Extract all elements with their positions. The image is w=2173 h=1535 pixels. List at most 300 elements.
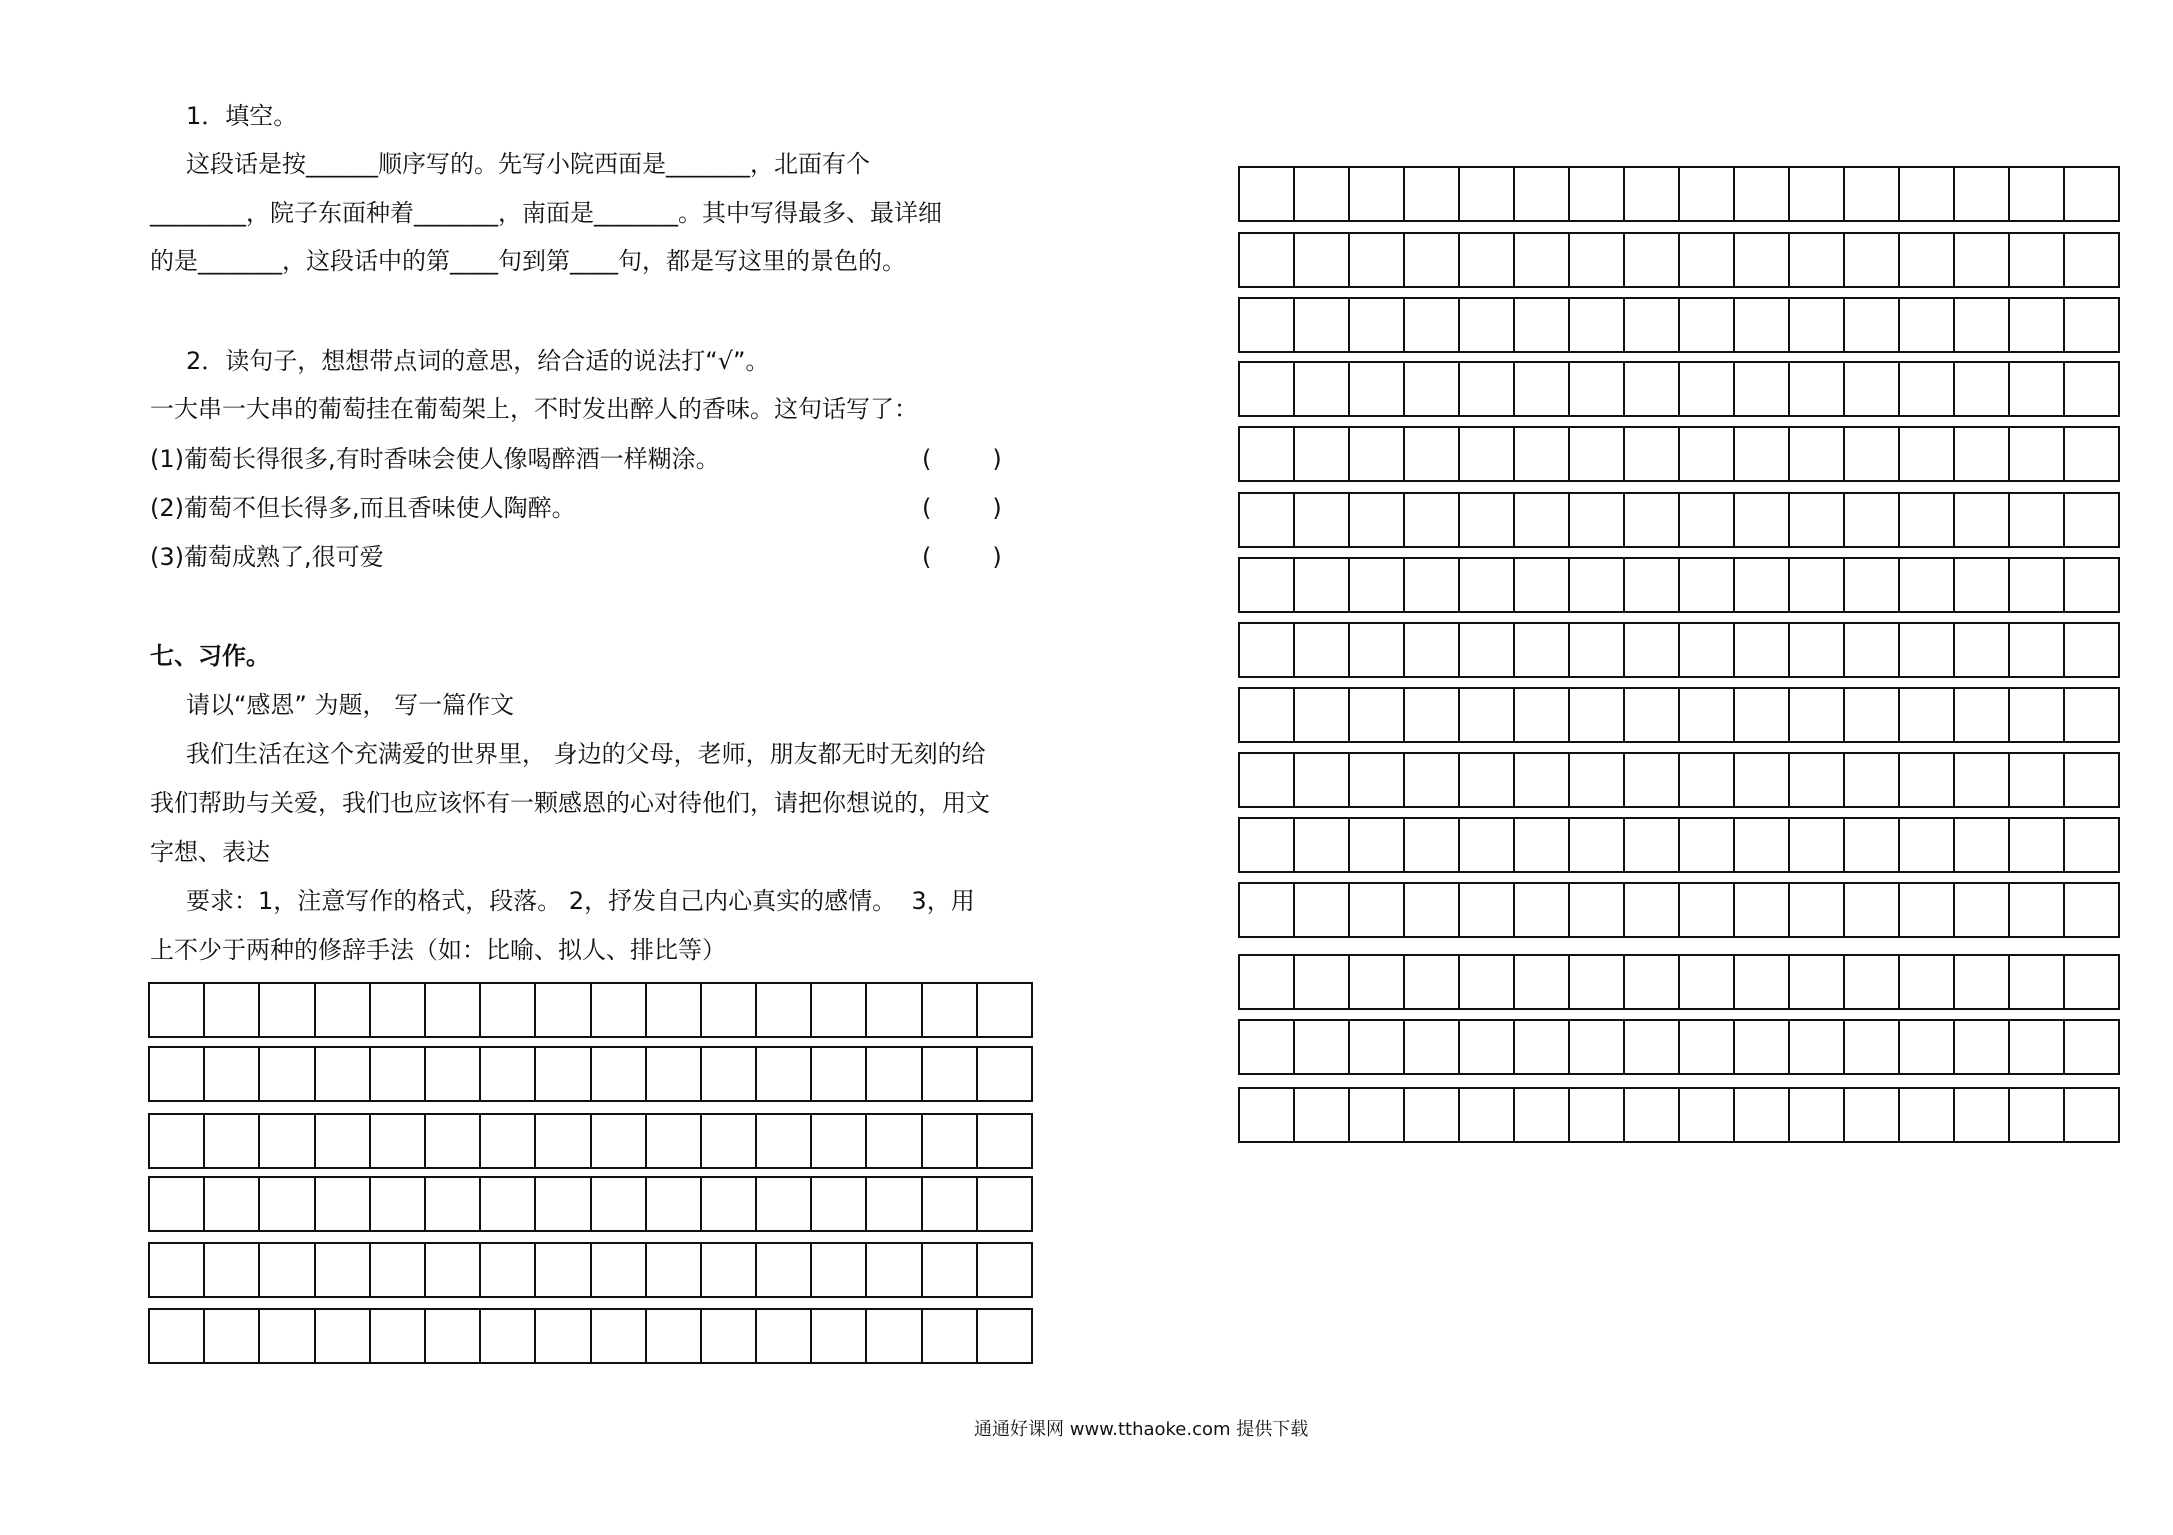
writing-grid-cell[interactable] [702, 1115, 757, 1167]
writing-grid-cell[interactable] [1350, 754, 1405, 806]
writing-grid-cell[interactable] [923, 1178, 978, 1230]
writing-grid-cell[interactable] [2010, 819, 2065, 871]
writing-grid-cell[interactable] [1405, 819, 1460, 871]
writing-grid-cell[interactable] [1735, 1021, 1790, 1073]
writing-grid-cell[interactable] [1295, 494, 1350, 546]
writing-grid-cell[interactable] [1680, 754, 1735, 806]
writing-grid-row[interactable] [1238, 1087, 2120, 1143]
writing-grid-cell[interactable] [1460, 168, 1515, 220]
writing-grid-cell[interactable] [757, 1244, 812, 1296]
writing-grid-cell[interactable] [1735, 494, 1790, 546]
writing-grid-cell[interactable] [1350, 363, 1405, 415]
writing-grid-cell[interactable] [1735, 428, 1790, 480]
writing-grid-cell[interactable] [1515, 956, 1570, 1008]
writing-grid-cell[interactable] [1625, 363, 1680, 415]
writing-grid-cell[interactable] [1570, 689, 1625, 741]
writing-grid-cell[interactable] [1790, 428, 1845, 480]
writing-grid-cell[interactable] [1350, 819, 1405, 871]
writing-grid-cell[interactable] [1295, 884, 1350, 936]
writing-grid-cell[interactable] [1845, 494, 1900, 546]
q2-option-1-answer-box[interactable]: ( ) [922, 445, 1002, 473]
writing-grid-cell[interactable] [757, 1048, 812, 1100]
writing-grid-cell[interactable] [2065, 234, 2118, 286]
writing-grid-cell[interactable] [1240, 494, 1295, 546]
writing-grid-cell[interactable] [1735, 884, 1790, 936]
writing-grid-cell[interactable] [812, 984, 867, 1036]
writing-grid-cell[interactable] [1460, 234, 1515, 286]
writing-grid-cell[interactable] [1460, 299, 1515, 351]
writing-grid-cell[interactable] [1515, 1089, 1570, 1141]
writing-grid-cell[interactable] [1240, 754, 1295, 806]
writing-grid-cell[interactable] [316, 1310, 371, 1362]
writing-grid-cell[interactable] [1900, 168, 1955, 220]
writing-grid-cell[interactable] [205, 1244, 260, 1296]
writing-grid-cell[interactable] [316, 1178, 371, 1230]
writing-grid-cell[interactable] [1515, 559, 1570, 611]
writing-grid-cell[interactable] [1460, 754, 1515, 806]
writing-grid-cell[interactable] [1570, 494, 1625, 546]
writing-grid-cell[interactable] [1680, 234, 1735, 286]
writing-grid-cell[interactable] [1350, 428, 1405, 480]
writing-grid-cell[interactable] [1240, 428, 1295, 480]
writing-grid-cell[interactable] [426, 1244, 481, 1296]
writing-grid-cell[interactable] [1845, 363, 1900, 415]
writing-grid-row[interactable] [148, 1176, 1033, 1232]
writing-grid-cell[interactable] [1405, 168, 1460, 220]
writing-grid-cell[interactable] [1460, 689, 1515, 741]
writing-grid-cell[interactable] [150, 1178, 205, 1230]
writing-grid-cell[interactable] [1460, 819, 1515, 871]
writing-grid-cell[interactable] [260, 1178, 315, 1230]
writing-grid-cell[interactable] [2010, 494, 2065, 546]
writing-grid-row[interactable] [148, 1242, 1033, 1298]
writing-grid-cell[interactable] [371, 1115, 426, 1167]
writing-grid-cell[interactable] [1790, 559, 1845, 611]
writing-grid-cell[interactable] [1790, 168, 1845, 220]
writing-grid-cell[interactable] [1845, 1089, 1900, 1141]
writing-grid-cell[interactable] [1515, 168, 1570, 220]
writing-grid-row[interactable] [148, 1308, 1033, 1364]
writing-grid-cell[interactable] [1295, 168, 1350, 220]
writing-grid-cell[interactable] [1350, 1089, 1405, 1141]
writing-grid-cell[interactable] [647, 1244, 702, 1296]
writing-grid-cell[interactable] [1790, 1089, 1845, 1141]
writing-grid-cell[interactable] [316, 984, 371, 1036]
writing-grid-cell[interactable] [647, 1048, 702, 1100]
writing-grid-cell[interactable] [536, 1115, 591, 1167]
writing-grid-cell[interactable] [1845, 559, 1900, 611]
writing-grid-cell[interactable] [978, 984, 1031, 1036]
writing-grid-cell[interactable] [1735, 624, 1790, 676]
writing-grid-row[interactable] [1238, 426, 2120, 482]
writing-grid-cell[interactable] [1405, 559, 1460, 611]
writing-grid-cell[interactable] [978, 1310, 1031, 1362]
writing-grid-cell[interactable] [1735, 956, 1790, 1008]
writing-grid-cell[interactable] [1955, 363, 2010, 415]
writing-grid-cell[interactable] [205, 1048, 260, 1100]
writing-grid-cell[interactable] [1295, 428, 1350, 480]
writing-grid-cell[interactable] [205, 984, 260, 1036]
writing-grid-cell[interactable] [923, 1244, 978, 1296]
writing-grid-row[interactable] [1238, 492, 2120, 548]
writing-grid-cell[interactable] [1625, 168, 1680, 220]
writing-grid-cell[interactable] [1955, 819, 2010, 871]
writing-grid-cell[interactable] [1900, 754, 1955, 806]
writing-grid-cell[interactable] [702, 984, 757, 1036]
writing-grid-cell[interactable] [1240, 884, 1295, 936]
writing-grid-cell[interactable] [1845, 819, 1900, 871]
writing-grid-cell[interactable] [1845, 428, 1900, 480]
writing-grid-cell[interactable] [1955, 234, 2010, 286]
writing-grid-cell[interactable] [1350, 884, 1405, 936]
writing-grid-cell[interactable] [536, 1178, 591, 1230]
writing-grid-cell[interactable] [1955, 1021, 2010, 1073]
writing-grid-cell[interactable] [1460, 1021, 1515, 1073]
writing-grid-cell[interactable] [1680, 689, 1735, 741]
writing-grid-cell[interactable] [1350, 624, 1405, 676]
writing-grid-cell[interactable] [2065, 494, 2118, 546]
q2-option-3-answer-box[interactable]: ( ) [922, 543, 1002, 571]
writing-grid-cell[interactable] [1570, 299, 1625, 351]
writing-grid-cell[interactable] [1240, 234, 1295, 286]
writing-grid-cell[interactable] [1295, 299, 1350, 351]
writing-grid-cell[interactable] [1900, 1021, 1955, 1073]
writing-grid-cell[interactable] [1790, 884, 1845, 936]
writing-grid-cell[interactable] [1680, 559, 1735, 611]
writing-grid-cell[interactable] [1900, 363, 1955, 415]
writing-grid-cell[interactable] [1405, 428, 1460, 480]
writing-grid-row[interactable] [1238, 622, 2120, 678]
writing-grid-cell[interactable] [592, 1244, 647, 1296]
writing-grid-cell[interactable] [592, 1115, 647, 1167]
writing-grid-cell[interactable] [536, 1310, 591, 1362]
writing-grid-row[interactable] [1238, 361, 2120, 417]
writing-grid-cell[interactable] [867, 1178, 922, 1230]
writing-grid-cell[interactable] [1350, 559, 1405, 611]
writing-grid-cell[interactable] [1900, 956, 1955, 1008]
writing-grid-cell[interactable] [2065, 363, 2118, 415]
writing-grid-cell[interactable] [260, 1244, 315, 1296]
writing-grid-row[interactable] [1238, 817, 2120, 873]
writing-grid-cell[interactable] [1900, 819, 1955, 871]
writing-grid-cell[interactable] [1460, 624, 1515, 676]
writing-grid-cell[interactable] [1845, 754, 1900, 806]
writing-grid-cell[interactable] [2065, 559, 2118, 611]
writing-grid-cell[interactable] [1240, 299, 1295, 351]
writing-grid-cell[interactable] [1735, 819, 1790, 871]
writing-grid-cell[interactable] [1845, 234, 1900, 286]
writing-grid-cell[interactable] [1295, 559, 1350, 611]
writing-grid-cell[interactable] [1240, 956, 1295, 1008]
writing-grid-cell[interactable] [1955, 428, 2010, 480]
writing-grid-cell[interactable] [1460, 494, 1515, 546]
writing-grid-cell[interactable] [150, 1115, 205, 1167]
writing-grid-cell[interactable] [1295, 234, 1350, 286]
writing-grid-cell[interactable] [1680, 1089, 1735, 1141]
writing-grid-cell[interactable] [1570, 1089, 1625, 1141]
writing-grid-cell[interactable] [1460, 956, 1515, 1008]
writing-grid-cell[interactable] [1955, 689, 2010, 741]
writing-grid-cell[interactable] [647, 984, 702, 1036]
writing-grid-cell[interactable] [1625, 624, 1680, 676]
writing-grid-cell[interactable] [1955, 624, 2010, 676]
writing-grid-cell[interactable] [1735, 754, 1790, 806]
writing-grid-cell[interactable] [1625, 299, 1680, 351]
writing-grid-cell[interactable] [1955, 559, 2010, 611]
writing-grid-cell[interactable] [2065, 819, 2118, 871]
writing-grid-cell[interactable] [923, 984, 978, 1036]
writing-grid-cell[interactable] [702, 1244, 757, 1296]
writing-grid-cell[interactable] [923, 1310, 978, 1362]
writing-grid-cell[interactable] [1295, 624, 1350, 676]
writing-grid-cell[interactable] [1845, 624, 1900, 676]
writing-grid-cell[interactable] [1900, 428, 1955, 480]
writing-grid-row[interactable] [1238, 1019, 2120, 1075]
writing-grid-cell[interactable] [1955, 754, 2010, 806]
writing-grid-row[interactable] [1238, 882, 2120, 938]
writing-grid-cell[interactable] [812, 1115, 867, 1167]
writing-grid-cell[interactable] [1350, 299, 1405, 351]
writing-grid-cell[interactable] [1460, 884, 1515, 936]
writing-grid-cell[interactable] [1735, 168, 1790, 220]
writing-grid-cell[interactable] [867, 1115, 922, 1167]
writing-grid-cell[interactable] [371, 1244, 426, 1296]
writing-grid-cell[interactable] [592, 984, 647, 1036]
writing-grid-cell[interactable] [812, 1048, 867, 1100]
writing-grid-cell[interactable] [647, 1178, 702, 1230]
writing-grid-cell[interactable] [1295, 819, 1350, 871]
writing-grid-cell[interactable] [1680, 363, 1735, 415]
writing-grid-cell[interactable] [1900, 559, 1955, 611]
writing-grid-cell[interactable] [260, 984, 315, 1036]
writing-grid-cell[interactable] [1845, 689, 1900, 741]
writing-grid-cell[interactable] [1405, 1021, 1460, 1073]
writing-grid-cell[interactable] [536, 1244, 591, 1296]
writing-grid-cell[interactable] [1680, 168, 1735, 220]
writing-grid-cell[interactable] [1625, 884, 1680, 936]
writing-grid-cell[interactable] [1460, 363, 1515, 415]
writing-grid-row[interactable] [148, 1046, 1033, 1102]
writing-grid-cell[interactable] [2010, 428, 2065, 480]
writing-grid-cell[interactable] [1790, 234, 1845, 286]
writing-grid-cell[interactable] [1405, 299, 1460, 351]
writing-grid-cell[interactable] [481, 1178, 536, 1230]
writing-grid-cell[interactable] [371, 1048, 426, 1100]
writing-grid-cell[interactable] [1515, 1021, 1570, 1073]
writing-grid-cell[interactable] [867, 1310, 922, 1362]
q2-option-2-answer-box[interactable]: ( ) [922, 494, 1002, 522]
writing-grid-cell[interactable] [481, 1310, 536, 1362]
writing-grid-cell[interactable] [1515, 234, 1570, 286]
writing-grid-cell[interactable] [867, 984, 922, 1036]
writing-grid-cell[interactable] [536, 1048, 591, 1100]
writing-grid-cell[interactable] [2065, 884, 2118, 936]
writing-grid-cell[interactable] [1955, 1089, 2010, 1141]
writing-grid-cell[interactable] [481, 1115, 536, 1167]
writing-grid-cell[interactable] [426, 1048, 481, 1100]
writing-grid-cell[interactable] [1515, 363, 1570, 415]
writing-grid-cell[interactable] [2065, 754, 2118, 806]
writing-grid-cell[interactable] [426, 1115, 481, 1167]
writing-grid-cell[interactable] [1680, 819, 1735, 871]
writing-grid-cell[interactable] [1845, 956, 1900, 1008]
writing-grid-cell[interactable] [978, 1178, 1031, 1230]
writing-grid-cell[interactable] [1515, 428, 1570, 480]
writing-grid-cell[interactable] [1295, 754, 1350, 806]
writing-grid-cell[interactable] [1240, 689, 1295, 741]
writing-grid-cell[interactable] [371, 984, 426, 1036]
writing-grid-cell[interactable] [1350, 494, 1405, 546]
writing-grid-cell[interactable] [1900, 494, 1955, 546]
writing-grid-cell[interactable] [2065, 1089, 2118, 1141]
writing-grid-cell[interactable] [1240, 363, 1295, 415]
writing-grid-cell[interactable] [2010, 1089, 2065, 1141]
writing-grid-cell[interactable] [205, 1115, 260, 1167]
writing-grid-row[interactable] [1238, 954, 2120, 1010]
writing-grid-cell[interactable] [1900, 624, 1955, 676]
writing-grid-cell[interactable] [1790, 819, 1845, 871]
writing-grid-cell[interactable] [2010, 363, 2065, 415]
writing-grid-cell[interactable] [1735, 299, 1790, 351]
writing-grid-cell[interactable] [1680, 299, 1735, 351]
writing-grid-cell[interactable] [812, 1178, 867, 1230]
writing-grid-cell[interactable] [260, 1310, 315, 1362]
writing-grid-cell[interactable] [1460, 428, 1515, 480]
writing-grid-cell[interactable] [1735, 234, 1790, 286]
writing-grid-cell[interactable] [1295, 956, 1350, 1008]
writing-grid-cell[interactable] [1625, 494, 1680, 546]
writing-grid-cell[interactable] [1625, 819, 1680, 871]
writing-grid-cell[interactable] [1405, 494, 1460, 546]
writing-grid-cell[interactable] [1955, 494, 2010, 546]
writing-grid-cell[interactable] [2065, 168, 2118, 220]
writing-grid-cell[interactable] [1240, 624, 1295, 676]
writing-grid-row[interactable] [1238, 232, 2120, 288]
writing-grid-cell[interactable] [702, 1048, 757, 1100]
writing-grid-cell[interactable] [205, 1178, 260, 1230]
writing-grid-row[interactable] [1238, 166, 2120, 222]
writing-grid-cell[interactable] [1570, 754, 1625, 806]
writing-grid-cell[interactable] [1955, 299, 2010, 351]
writing-grid-cell[interactable] [2010, 168, 2065, 220]
writing-grid-cell[interactable] [1570, 168, 1625, 220]
writing-grid-cell[interactable] [1240, 1089, 1295, 1141]
writing-grid-cell[interactable] [1515, 819, 1570, 871]
writing-grid-cell[interactable] [1625, 1089, 1680, 1141]
writing-grid-cell[interactable] [1790, 689, 1845, 741]
writing-grid-cell[interactable] [1460, 1089, 1515, 1141]
writing-grid-cell[interactable] [1570, 234, 1625, 286]
writing-grid-cell[interactable] [1350, 956, 1405, 1008]
writing-grid-cell[interactable] [1735, 689, 1790, 741]
writing-grid-cell[interactable] [316, 1244, 371, 1296]
writing-grid-cell[interactable] [1900, 299, 1955, 351]
writing-grid-row[interactable] [148, 1113, 1033, 1169]
writing-grid-cell[interactable] [316, 1115, 371, 1167]
writing-grid-cell[interactable] [150, 1048, 205, 1100]
writing-grid-cell[interactable] [647, 1115, 702, 1167]
writing-grid-cell[interactable] [1570, 1021, 1625, 1073]
writing-grid-cell[interactable] [757, 984, 812, 1036]
writing-grid-cell[interactable] [923, 1115, 978, 1167]
writing-grid-cell[interactable] [702, 1178, 757, 1230]
writing-grid-cell[interactable] [260, 1048, 315, 1100]
writing-grid-cell[interactable] [426, 984, 481, 1036]
writing-grid-cell[interactable] [1735, 363, 1790, 415]
writing-grid-cell[interactable] [2065, 299, 2118, 351]
writing-grid-cell[interactable] [1625, 428, 1680, 480]
writing-grid-cell[interactable] [1515, 624, 1570, 676]
writing-grid-cell[interactable] [1900, 689, 1955, 741]
writing-grid-cell[interactable] [1625, 559, 1680, 611]
writing-grid-cell[interactable] [1350, 1021, 1405, 1073]
writing-grid-cell[interactable] [812, 1244, 867, 1296]
writing-grid-cell[interactable] [1570, 819, 1625, 871]
writing-grid-cell[interactable] [1680, 428, 1735, 480]
writing-grid-cell[interactable] [2010, 234, 2065, 286]
writing-grid-cell[interactable] [1295, 363, 1350, 415]
writing-grid-cell[interactable] [481, 984, 536, 1036]
writing-grid-cell[interactable] [1405, 754, 1460, 806]
writing-grid-cell[interactable] [1680, 624, 1735, 676]
writing-grid-cell[interactable] [978, 1244, 1031, 1296]
writing-grid-cell[interactable] [1790, 363, 1845, 415]
writing-grid-cell[interactable] [1405, 956, 1460, 1008]
writing-grid-cell[interactable] [1900, 884, 1955, 936]
writing-grid-cell[interactable] [150, 1244, 205, 1296]
writing-grid-cell[interactable] [2010, 754, 2065, 806]
writing-grid-cell[interactable] [205, 1310, 260, 1362]
writing-grid-cell[interactable] [702, 1310, 757, 1362]
writing-grid-cell[interactable] [1625, 1021, 1680, 1073]
writing-grid-cell[interactable] [426, 1310, 481, 1362]
writing-grid-cell[interactable] [592, 1310, 647, 1362]
writing-grid-cell[interactable] [1570, 363, 1625, 415]
writing-grid-cell[interactable] [2010, 299, 2065, 351]
writing-grid-cell[interactable] [1790, 956, 1845, 1008]
writing-grid-cell[interactable] [1405, 689, 1460, 741]
writing-grid-cell[interactable] [150, 1310, 205, 1362]
writing-grid-cell[interactable] [1625, 234, 1680, 286]
writing-grid-cell[interactable] [2065, 689, 2118, 741]
writing-grid-cell[interactable] [1405, 624, 1460, 676]
writing-grid-cell[interactable] [1955, 884, 2010, 936]
writing-grid-cell[interactable] [978, 1048, 1031, 1100]
writing-grid-cell[interactable] [1570, 559, 1625, 611]
writing-grid-cell[interactable] [1460, 559, 1515, 611]
writing-grid-cell[interactable] [536, 984, 591, 1036]
writing-grid-row[interactable] [1238, 752, 2120, 808]
writing-grid-cell[interactable] [2010, 559, 2065, 611]
writing-grid-cell[interactable] [1515, 754, 1570, 806]
writing-grid-cell[interactable] [1790, 299, 1845, 351]
writing-grid-cell[interactable] [867, 1244, 922, 1296]
writing-grid-cell[interactable] [1240, 559, 1295, 611]
writing-grid-cell[interactable] [260, 1115, 315, 1167]
writing-grid-cell[interactable] [1680, 956, 1735, 1008]
writing-grid-cell[interactable] [316, 1048, 371, 1100]
writing-grid-cell[interactable] [1790, 754, 1845, 806]
writing-grid-cell[interactable] [1570, 624, 1625, 676]
writing-grid-cell[interactable] [647, 1310, 702, 1362]
writing-grid-cell[interactable] [1845, 884, 1900, 936]
writing-grid-cell[interactable] [1405, 234, 1460, 286]
writing-grid-cell[interactable] [1900, 234, 1955, 286]
writing-grid-cell[interactable] [1845, 1021, 1900, 1073]
writing-grid-cell[interactable] [592, 1048, 647, 1100]
writing-grid-cell[interactable] [812, 1310, 867, 1362]
writing-grid-cell[interactable] [371, 1178, 426, 1230]
